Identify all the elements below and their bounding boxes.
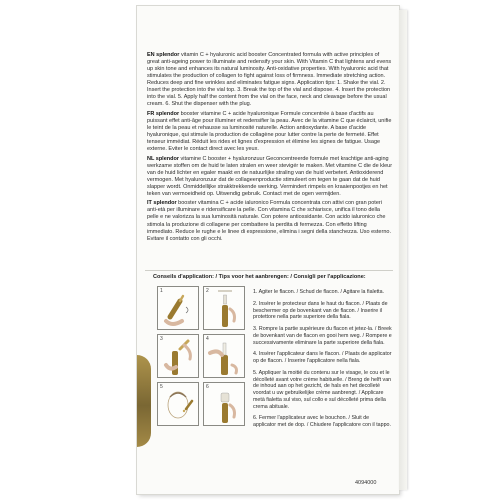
subheading-fr: booster vitamine C + acide hyaluronique [180,110,279,117]
step-panel-5 [157,382,199,426]
body-en: Concentrated formula with active principles of great anti-ageing power to illuminate and redensify your skin. With Vitamin C that lightens and evens up skin tone and enhances its natural luminosity. Anti-oxidative properties. With hyaluronic acid that stimulates the production of collagen to fight against loss of firmness. Immediate stretching action. Reduces deep and fine wrinkles and eliminates fatigue signs. Application tips: 1. Shake the vial. 2. Insert the protection into the vial top. 3. Break the top of the vial and dispose. 4. Insert the protection into the vial. 5. Apply half the content from the vial on the face, neck and cleavage before the usual cream. 6. Shut the dispenser with the plug. [147,52,392,108]
body-nl: Geconcentreerde formule met krachtige anti-aging werkzame stoffen om de huid te laten stralen en weer stevigér te maken. Met vitamine C die de kleur van de huid lichter en egaler maakt en de natuurlijke straling van de huid verbetert. Antioxiderend vermogen. Met hyaluronzuur dat de collageenproductie stimuleert om tegen te gaan dat de huid slapper wordt. Onmiddellijke strakktrekkende werking. Vermindert rimpels en kraaienpootjes en het teken van vermoeidheid op. Uitwendig gebruik. Contact met de ogen vermijden. [147,155,393,197]
panel-number: 3 [160,336,163,342]
step-text-4: 4. Insérer l'applicateur dans le flacon. / Plaats de applicator op de flacon. / Inserire l'applicatore nella fiala. [253,351,392,365]
face-application-icon [158,383,200,427]
panel-number: 2 [206,288,209,294]
step-panel-1 [157,286,199,330]
gold-tab-notch [137,355,151,447]
paragraph-nl [147,156,393,198]
body-it: Formula concentrata con attivi con gran poteri anti-età per illuminare e ridensificare la pelle. Con vitamina C che schiarisce, unifica il tono della pelle e ne valorizza la sua luminosità naturale. Con potere antiossidante. Con acido ialuronico che stimola la produzione di collagene per combattere la perdita di fermezza. Con effetto lifting immediato. Reduce le rughe e le linee di espressione, elimina i segni della stanchezza. Uso esterno. Evitare il contatto con gli occhi. [147,200,391,242]
step-text-2: 2. Insérer le protecteur dans le haut du flacon. / Plaats de beschermer op de bovenkant van de flacon. / Inserire il protettore nella parte superiore della fiala. [253,300,388,321]
step-text-1: 1. Agiter le flacon. / Schud de flacon. / Agitare la fialetta. [253,289,385,295]
heading-nl: NL splendor [147,155,179,162]
step-text-3: 3. Rompre la partie supérieure du flacon et jetez-la. / Breek de bovenkant van de flacon en gooi hem weg. / Rompere e successivamente eliminare la parte superiore della fiala. [253,326,392,346]
step-panel-3 [157,334,199,378]
paragraph-it [147,200,393,242]
step-text-5: 5. Appliquer la moitié du contenu sur le visage, le cou et le décolleté avant votre crème habituelle. / Breng de helft van de inhoud aan op het gezicht, de hals en het decolleté voordat u uw gebruikelijke crème aanbrengt. / Applicare metà fialetta sul viso, sul collo e sul décolleté prima della crema abituale. [253,369,392,410]
vial-cap-icon [204,383,246,427]
step-text-6: 6. Fermer l'applicateur avec le bouchon. / Sluit de applicator met de dop. / Chiudere l'applicatore con il tappo. [253,415,391,429]
panel-number: 4 [206,336,209,342]
section-divider [145,270,393,271]
application-steps-grid [157,286,249,486]
step-instructions [253,289,393,434]
step-panel-2 [203,286,245,330]
paragraph-en [147,52,393,108]
panel-number: 5 [160,384,163,390]
panel-number: 6 [206,384,209,390]
subheading-en: vitamin C + hyaluronic acid booster [180,52,267,58]
subheading-nl: vitamine C booster + hyaluronzuur [180,155,265,162]
instruction-texts [147,52,393,245]
heading-en: EN splendor [147,52,180,58]
step-panel-6 [203,382,245,426]
vial-shake-icon [158,287,200,331]
body-fr: Formule concentrée à base d'actifs au puissant effet anti-âge pour illuminer et redensifier la peau. Avec de la vitamine C que éclaircit, unifie le teint de la peau et rehausse sa luminosité naturelle. Action antioxydante. A base d'acide hyaluronique, qui stimule la production de collagène pour lutter contre la perte de fermeté. Effet tenseur immédiat. Réduit les rides et lignes d'expression et élimine les signes de fatigue. Usage externe. Eviter le contact direct avec les yeux. [147,110,392,152]
step-panel-4 [203,334,245,378]
subheading-it: booster vitamina C + acide ialuronico [178,200,269,207]
heading-fr: FR splendor [147,110,180,117]
heading-it: IT splendor [147,200,177,207]
product-code: 4094000 [355,480,377,486]
vial-protector-icon [204,287,246,331]
product-box-back [137,6,399,494]
panel-number: 1 [160,288,163,294]
vial-applicator-icon [204,335,246,379]
vial-break-icon [158,335,200,379]
paragraph-fr [147,111,393,153]
tips-title: Conseils d'application: / Tips voor het aanbrengen: / Consigli per l'applicazione: [153,274,366,280]
box-side-flap [399,10,407,490]
